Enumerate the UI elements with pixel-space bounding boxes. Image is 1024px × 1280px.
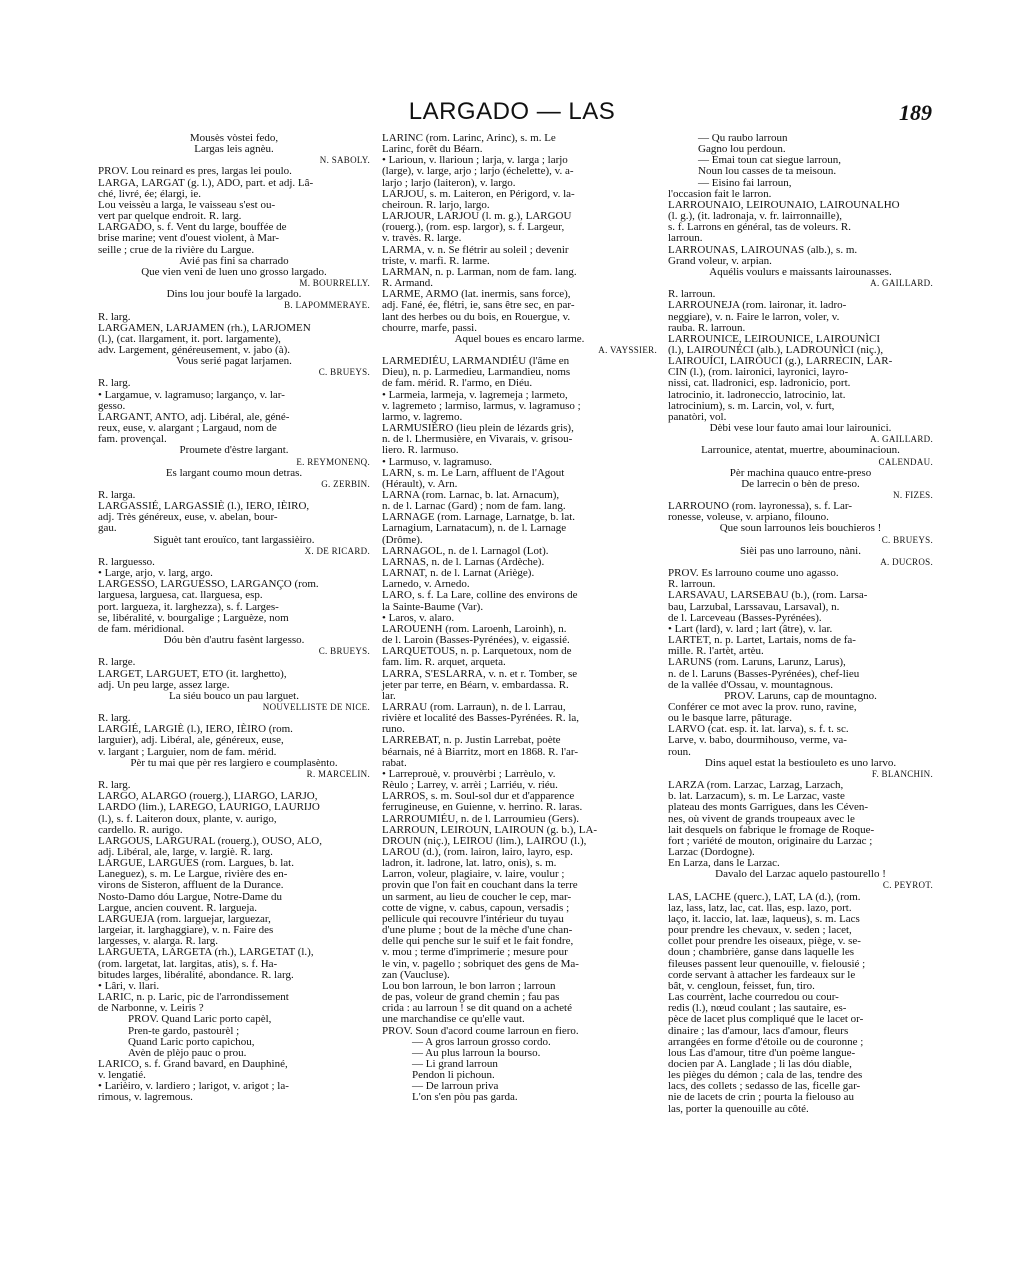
entry-line: LARROUNO (rom. layronessa), s. f. Lar- bbox=[668, 500, 852, 513]
entry-line: PROV. Es larrouno coume uno agasso. bbox=[668, 567, 839, 580]
verse-line: Avié pas fini sa charrado bbox=[179, 254, 289, 267]
entry-line: nissi, cat. lladronici, esp. ladronicio, port. bbox=[668, 377, 851, 390]
entry-line: corde servant à attacher les fardeaux sur le bbox=[668, 968, 856, 981]
entry-line: rivière et localité des Basses-Pyrénées. R. la, bbox=[382, 712, 580, 725]
verse-line: Aquel boues es encaro larme. bbox=[454, 332, 585, 345]
entry-line: larmo, v. lagremo. bbox=[382, 410, 463, 423]
entry-line: jeter par terre, en Béarn, v. embardassa. R. bbox=[382, 678, 569, 691]
entry-line: adj. Un peu large, assez large. bbox=[98, 678, 230, 691]
citation-source: X. DE RICARD. bbox=[304, 545, 370, 556]
entry-line: PROV. Lou reinard es pres, largas lei poulo. bbox=[98, 165, 292, 178]
entry-line: R. large. bbox=[98, 656, 136, 669]
entry-line: LAROUENH (rom. Laroenh, Laroinh), n. bbox=[382, 622, 567, 635]
entry-line: (l.), s. f. Laiteron doux, plante, v. aurigo, bbox=[98, 812, 277, 825]
entry-line: port. largueza, it. larghezza), s. f. Larges- bbox=[98, 600, 279, 613]
verse-line: PROV. Laruns, cap de mountagno. bbox=[724, 689, 877, 702]
verse-line: Largas leis agnèu. bbox=[194, 143, 274, 156]
verse-line: Avèn de plèjo pauc o prou. bbox=[128, 1046, 247, 1059]
entry-line: lar. bbox=[382, 689, 396, 702]
entry-line: Largue, ancien couvent. R. largueja. bbox=[98, 901, 258, 914]
entry-line: CIN (l.), (rom. laironici, layronici, layro- bbox=[668, 366, 849, 379]
verse-line: Dèbi vese lour fauto amai lour lairounici. bbox=[709, 422, 892, 435]
entry-line: gau. bbox=[98, 522, 117, 535]
citation-source: A. DUCROS. bbox=[880, 556, 933, 567]
entry-line: LARINC (rom. Larinc, Arinc), s. m. Le bbox=[382, 132, 556, 144]
entry-line: Lou veissèu a larga, le vaisseau s'est ou- bbox=[98, 198, 276, 211]
entry-line: redis (l.), nœud coulant ; las sautaire, es- bbox=[668, 1002, 847, 1015]
entry-line: LARNAGOL, n. de l. Larnagol (Lot). bbox=[382, 544, 549, 557]
verse-line: Es largant coumo moun detras. bbox=[165, 466, 303, 479]
entry-line: LARROUMIÉU, n. de l. Larroumieu (Gers). bbox=[382, 812, 580, 825]
entry-line: LARVO (cat. esp. it. lat. larva), s. f. t. sc. bbox=[668, 723, 849, 736]
entry-line: Larzac (Dordogne). bbox=[668, 846, 755, 858]
entry-line: Las courrènt, lache courredou ou cour- bbox=[668, 991, 839, 1004]
entry-line: Nosto-Damo dóu Largue, Notre-Dame du bbox=[98, 890, 282, 903]
entry-line: PROV. Soun d'acord coume larroun en fiero. bbox=[382, 1024, 579, 1037]
entry-line: (l.), (cat. llargament, it. port. largamente), bbox=[98, 332, 281, 345]
column-right bbox=[668, 133, 933, 1115]
entry-line: LARIC, n. p. Laric, pic de l'arrondissement bbox=[98, 991, 289, 1004]
entry-line: • Largamue, v. lagramuso; larganço, v. lar- bbox=[98, 388, 285, 401]
entry-line: pour prendre les chevaux, v. seden ; lacet, bbox=[668, 924, 852, 937]
entry-line: LARNAS, n. de l. Larnas (Ardèche). bbox=[382, 555, 545, 568]
entry-line: LARGA, LARGAT (g. l.), ADO, part. et adj. Lâ- bbox=[98, 176, 314, 189]
entry-line: LARICO, s. f. Grand bavard, en Dauphiné, bbox=[98, 1057, 288, 1070]
entry-line: LARMUSIÈRO (lieu plein de lézards gris), bbox=[382, 422, 574, 435]
entry-line: une marchandise ce qu'elle vaut. bbox=[382, 1013, 525, 1026]
entry-line: LARRAU (rom. Larraun), n. de l. Larrau, bbox=[382, 700, 566, 713]
verse-line: — De larroun priva bbox=[412, 1080, 499, 1093]
entry-line: LARGASSIÉ, LARGASSIÈ (l.), IERO, IÈIRO, bbox=[98, 500, 310, 513]
entry-line: LARGIÉ, LARGIÈ (l.), IERO, IÈIRO (rom. bbox=[98, 723, 293, 736]
entry-line: Conférer ce mot avec la prov. runo, ravine, bbox=[668, 700, 857, 713]
entry-line: LARGUE, LARGUES (rom. Largues, b. lat. bbox=[98, 857, 294, 870]
entry-line: pellicule qui recouvre l'intérieur du tuyau bbox=[382, 912, 564, 925]
entry-line: larguesa, larguesa, cat. llarguesa, esp. bbox=[98, 589, 263, 602]
entry-line: doun ; chambrière, ganse dans laquelle les bbox=[668, 946, 855, 959]
entry-line: LARJOUR, LARJOU (l. m. g.), LARGOU bbox=[382, 210, 572, 223]
entry-line: runo. bbox=[382, 723, 405, 736]
entry-line: béarnais, né à Biarritz, mort en 1868. R. l'ar- bbox=[382, 745, 579, 758]
entry-line: LARQUETOUS, n. p. Larquetoux, nom de bbox=[382, 645, 572, 658]
entry-line: LARNAGE (rom. Larnage, Larnatge, b. lat. bbox=[382, 511, 576, 524]
verse-line: Aquélis voulurs e maissants lairounasses. bbox=[709, 265, 892, 278]
entry-line: LARGO, ALARGO (rouerg.), LIARGO, LARJO, bbox=[98, 790, 318, 803]
entry-line: LARMEDIÉU, LARMANDIÉU (l'âme en bbox=[382, 355, 570, 368]
entry-line: collet pour prendre les oiseaux, piège, v. se- bbox=[668, 935, 861, 948]
entry-line: fort ; variété de mouton, originaire du Larzac ; bbox=[668, 834, 873, 847]
entry-line: LARMAN, n. p. Larman, nom de fam. lang. bbox=[382, 265, 577, 278]
entry-line: fam. provençal. bbox=[98, 433, 167, 446]
entry-line: (l.), LAIROUNÉCI (alb.), LADROUNÌCI (niç.), bbox=[668, 343, 884, 356]
entry-line: LARROUNICE, LEIROUNICE, LAIROUNÌCI bbox=[668, 332, 881, 345]
entry-line: provin que l'on fait en couchant dans la terre bbox=[382, 879, 578, 892]
verse-line: Que soun larrounos leis bouchieros ! bbox=[719, 522, 882, 535]
entry-line: R. larg. bbox=[98, 712, 131, 725]
entry-line: DROUN (niç.), LEIROU (lim.), LAIROU (l.), bbox=[382, 834, 587, 847]
entry-line: LARGANT, ANTO, adj. Libéral, ale, géné- bbox=[98, 410, 290, 423]
entry-line: latrocinio, it. ladroneccio, latrocinio, lat. bbox=[668, 388, 846, 401]
verse-line: PROV. Quand Laric porto capèl, bbox=[128, 1013, 272, 1026]
entry-line: Larron, voleur, plagiaire, v. laire, voulur ; bbox=[382, 868, 565, 881]
citation-source: R. MARCELIN. bbox=[306, 768, 370, 779]
verse-line: Pèr tu mai que pèr res largiero e coumplasènto. bbox=[130, 756, 338, 769]
entry-line: ché, livré, ée; élargi, ie. bbox=[98, 187, 202, 200]
citation-source: A. GAILLARD. bbox=[870, 434, 933, 445]
entry-line: un sarment, au lieu de coucher le cep, mar- bbox=[382, 890, 572, 903]
entry-line: LARTET, n. p. Lartet, Lartais, noms de fa- bbox=[668, 634, 856, 647]
entry-line: v. travès. R. large. bbox=[382, 232, 462, 245]
entry-line: nes, où vivent de grands troupeaux avec le bbox=[668, 812, 855, 825]
citation-source: B. LAPOMMERAYE. bbox=[284, 300, 370, 311]
entry-line: laz, lass, latz, lac, cat. llas, esp. lazo, port. bbox=[668, 901, 852, 914]
entry-line: ladron, it. ladrone, lat. latro, onis), s. m. bbox=[382, 857, 557, 870]
citation-source: C. BRUEYS. bbox=[318, 646, 370, 657]
entry-line: neggiare), v. n. Faire le larron, voler, v. bbox=[668, 310, 840, 323]
entry-line: • Large, arjo, v. larg, argo. bbox=[98, 567, 213, 580]
entry-line: R. larroun. bbox=[668, 288, 716, 301]
entry-line: LARMA, v. n. Se flétrir au soleil ; devenir bbox=[382, 243, 569, 256]
entry-line: adj. Très généreux, euse, v. abelan, bour- bbox=[98, 511, 278, 524]
entry-line: laço, it. laccio, lat. laæ, laqueus), s. m. Lacs bbox=[668, 912, 860, 925]
entry-line: delle qui penche sur le suif et le fait fondre, bbox=[382, 935, 574, 948]
entry-line: de l. Larceveau (Basses-Pyrénées). bbox=[668, 611, 822, 624]
entry-line: adj. Libéral, ale, large, v. largiè. R. larg. bbox=[98, 846, 273, 858]
entry-line: LARGESSO, LARGUESSO, LARGANÇO (rom. bbox=[98, 578, 319, 591]
citation-source: N. FIZES. bbox=[893, 490, 933, 500]
entry-line: Laneguez), s. m. Le Largue, rivière des en- bbox=[98, 868, 288, 881]
verse-line: Dóu bèn d'autru fasènt largesso. bbox=[163, 634, 305, 647]
entry-line: rauba. R. larroun. bbox=[668, 321, 746, 334]
entry-line: R. larg. bbox=[98, 779, 131, 792]
entry-line: Larnedo, v. Arnedo. bbox=[382, 578, 470, 591]
page-number: 189 bbox=[899, 100, 932, 125]
entry-line: plateau des monts Garrigues, dans les Céven- bbox=[668, 801, 869, 814]
entry-line: v. lagremeto ; larmiso, larmus, v. lagramuso ; bbox=[382, 399, 581, 412]
entry-line: de Narbonne, v. Leiris ? bbox=[98, 1002, 204, 1015]
entry-line: adv. Largement, généreusement, v. jabo (à). bbox=[98, 343, 291, 356]
entry-line: brise marine; vent d'ouest violent, à Mar- bbox=[98, 232, 280, 245]
entry-line: LARROS, s. m. Soul-sol dur et d'apparence bbox=[382, 790, 575, 803]
entry-line: LARROUNAS, LAIROUNAS (alb.), s. m. bbox=[668, 243, 858, 256]
entry-line: la Sainte-Baume (Var). bbox=[382, 600, 484, 613]
entry-line: v. largant ; Larguier, nom de fam. mérid. bbox=[98, 745, 277, 758]
verse-line: Dins aquel estat la bestiouleto es uno larvo. bbox=[704, 756, 897, 769]
entry-line: LARGET, LARGUET, ETO (it. larghetto), bbox=[98, 667, 287, 680]
verse-line: — A gros larroun grosso cordo. bbox=[412, 1035, 551, 1048]
entry-line: cheiroun. R. larjo, largo. bbox=[382, 198, 490, 211]
entry-line: mille. R. l'artèt, artèu. bbox=[668, 645, 764, 658]
entry-line: latrocinium), s. m. Larcin, vol, v. furt, bbox=[668, 399, 835, 412]
entry-line: larguier), adj. Libéral, ale, généreux, euse, bbox=[98, 734, 284, 747]
entry-line: LARSAVAU, LARSEBAU (b.), (rom. Larsa- bbox=[668, 589, 868, 602]
entry-line: • Larmeia, larmeja, v. lagremeja ; larmeto, bbox=[382, 388, 568, 401]
verse-line: — Au plus larroun la bourso. bbox=[412, 1046, 541, 1059]
citation-source: A. VAYSSIER. bbox=[598, 344, 657, 355]
entry-line: lait desquels on fabrique le fromage de Roque- bbox=[668, 823, 875, 836]
entry-line: LARNA (rom. Larnac, b. lat. Arnacum), bbox=[382, 489, 560, 501]
entry-line: (rom. largetat, lat. largitas, atis), s. f. Ha- bbox=[98, 957, 278, 970]
entry-line: LARROUNEJA (rom. laironar, it. ladro- bbox=[668, 299, 847, 312]
entry-line: largeiar, it. larghaggiare), v. n. Faire des bbox=[98, 924, 274, 937]
entry-line: las, porter la quenouille au côté. bbox=[668, 1102, 809, 1115]
entry-line: LARGUETA, LARGETA (rh.), LARGETAT (l.), bbox=[98, 946, 314, 959]
verse-line: — Li grand larroun bbox=[412, 1057, 498, 1070]
entry-line: • Larioun, v. llarioun ; larja, v. larga ; larjo bbox=[382, 154, 568, 167]
entry-line: Larve, v. babo, dourmihouso, verme, va- bbox=[668, 734, 847, 747]
entry-line: n. de l. Lhermusière, en Vivarais, v. grisou- bbox=[382, 433, 573, 446]
entry-line: v. mou ; terme d'imprimerie ; mesure pour bbox=[382, 946, 568, 959]
verse-line: L'on s'en pòu pas garda. bbox=[412, 1091, 518, 1104]
entry-line: larjo ; larjo (laiteron), v. largo. bbox=[382, 176, 516, 189]
entry-line: LARROUNAIO, LEIROUNAIO, LAIROUNALHO bbox=[668, 198, 900, 211]
verse-line: Pendon li pichoun. bbox=[412, 1069, 495, 1082]
entry-line: R. larg. bbox=[98, 310, 131, 323]
page-header bbox=[0, 98, 1024, 128]
entry-line: (l. g.), (it. ladronaja, v. fr. lairronnaille), bbox=[668, 210, 843, 223]
entry-line: LARJOU, s. m. Laiteron, en Périgord, v. la- bbox=[382, 187, 575, 200]
entry-line: LARO, s. f. La Lare, colline des environs de bbox=[382, 589, 578, 602]
entry-line: vert par quelque endroit. R. larg. bbox=[98, 210, 242, 223]
verse-line: La siéu bouco un pau larguet. bbox=[169, 689, 299, 702]
verse-line: — Eisino fai larroun, bbox=[698, 176, 792, 189]
citation-source: M. BOURRELLY. bbox=[299, 278, 370, 289]
entry-line: ferrugineuse, en Guienne, v. herrino. R. laras. bbox=[382, 801, 583, 814]
citation-source: CALENDAU. bbox=[878, 456, 933, 467]
column-middle bbox=[382, 133, 657, 1104]
entry-line: • Larmuso, v. lagramuso. bbox=[382, 455, 493, 468]
entry-line: reux, euse, v. alargant ; Largaud, nom de bbox=[98, 422, 277, 435]
running-title: LARGADO — LAS bbox=[408, 98, 616, 125]
entry-line: cardello. R. aurigo. bbox=[98, 823, 183, 836]
entry-line: fam. lim. R. arquet, arqueta. bbox=[382, 656, 506, 669]
entry-line: virons de Sisteron, affluent de la Durance. bbox=[98, 879, 284, 892]
entry-line: de fam. mérid. R. l'armo, en Diéu. bbox=[382, 377, 533, 390]
verse-line: Quand Laric porto capichou, bbox=[128, 1035, 255, 1048]
entry-line: R. Armand. bbox=[382, 277, 434, 290]
entry-line: liero. R. larmuso. bbox=[382, 444, 459, 457]
verse-line: Pèr machina quauco entre-preso bbox=[729, 466, 872, 479]
verse-line: Sièi pas uno larrouno, nàni. bbox=[740, 544, 861, 557]
citation-source: G. ZERBIN. bbox=[321, 478, 370, 489]
entry-line: • Lart (lard), v. lard ; lart (âtre), v. lar. bbox=[668, 622, 833, 635]
entry-line: les pièges du démon ; cala de las, tendre des bbox=[668, 1069, 863, 1082]
entry-line: LARREBAT, n. p. Justin Larrebat, poète bbox=[382, 734, 561, 747]
verse-line: Siguèt tant erouïco, tant largassièiro. bbox=[153, 533, 315, 546]
entry-line: n. de l. Laruns (Basses-Pyrénées), chef-lieu bbox=[668, 667, 860, 680]
entry-line: (large), v. large, arjo ; larjo (échelette), v. a- bbox=[382, 165, 574, 178]
verse-line: Pren-te gardo, pastourèl ; bbox=[128, 1024, 240, 1037]
entry-line: largesses, v. alarga. R. larg. bbox=[98, 935, 218, 948]
verse-line: — Emai toun cat siegue larroun, bbox=[698, 154, 841, 167]
entry-line: bau, Larzubal, Larssavau, Larsaval), n. bbox=[668, 600, 840, 613]
entry-line: LARGOUS, LARGURAL (rouerg.), OUSO, ALO, bbox=[98, 834, 322, 847]
entry-line: le vin, v. pagello ; sobriquet des gens de Ma- bbox=[382, 957, 579, 970]
entry-line: Larnagium, Larnatacum), n. de l. Larnage bbox=[382, 522, 567, 535]
citation-source: C. BRUEYS. bbox=[881, 534, 933, 545]
entry-line: lant des herbes ou du bois, en Rouergue, v. bbox=[382, 310, 571, 323]
entry-line: • Larreprouè, v. prouvèrbi ; Larrèulo, v. bbox=[382, 767, 556, 780]
entry-line: de fam. méridional. bbox=[98, 622, 185, 635]
entry-line: de la vallée d'Ossau, v. mountagnous. bbox=[668, 678, 834, 691]
entry-line: de l. Laroin (Basses-Pyrénées), v. eigassié. bbox=[382, 634, 570, 647]
entry-line: chourre, marfe, passi. bbox=[382, 321, 477, 334]
entry-line: roun. bbox=[668, 745, 691, 758]
entry-line: LAIROUÍCI, LAIRÓUCI (g.), LARRECIN, LAR- bbox=[668, 355, 893, 368]
entry-line: rimous, v. lagremous. bbox=[98, 1091, 193, 1104]
entry-line: LARUNS (rom. Laruns, Larunz, Larus), bbox=[668, 656, 846, 669]
verse-line: Larrounice, atentat, muertre, abouminacioun. bbox=[701, 444, 900, 457]
entry-line: ronesse, voleuse, v. arpiano, filouno. bbox=[668, 511, 829, 524]
entry-line: crida : au larroun ! se dit quand on a acheté bbox=[382, 1002, 572, 1015]
entry-line: Rèulo ; Larrey, v. arrèi ; Larriéu, v. riéu. bbox=[382, 779, 558, 792]
verse-line: Que vien veni de luen uno grosso largado. bbox=[141, 265, 327, 278]
entry-line: LARDO (lim.), LAREGO, LAURIGO, LAURIJO bbox=[98, 801, 320, 814]
entry-line: LARGADO, s. f. Vent du large, bouffée de bbox=[98, 221, 287, 234]
entry-line: LARROUN, LEIROUN, LAIROUN (g. b.), LA- bbox=[382, 823, 598, 836]
entry-line: LAS, LACHE (querc.), LAT, LA (d.), (rom. bbox=[668, 890, 861, 903]
verse-line: Proumete d'èstre largant. bbox=[179, 444, 289, 457]
entry-line: R. larroun. bbox=[668, 578, 716, 591]
entry-line: dinaire ; las d'amour, lacs d'amour, fleurs bbox=[668, 1024, 849, 1037]
entry-line: LARGUEJA (rom. larguejar, larguezar, bbox=[98, 912, 271, 925]
verse-line: Davalo del Larzac aquelo pastourello ! bbox=[715, 868, 886, 881]
entry-line: LARME, ARMO (lat. inermis, sans force), bbox=[382, 288, 571, 301]
citation-source: NOUVELLISTE DE NICE. bbox=[262, 701, 370, 712]
entry-line: • Larièiro, v. lardiero ; larigot, v. arigot ; la- bbox=[98, 1080, 289, 1093]
entry-line: LARRA, S'ESLARRA, v. n. et r. Tomber, se bbox=[382, 667, 578, 680]
entry-line: docien par A. Langlade ; li las dóu diable, bbox=[668, 1057, 852, 1070]
entry-line: panatòri, vol. bbox=[668, 410, 727, 423]
entry-line: (Drôme). bbox=[382, 533, 423, 546]
entry-line: LARZA (rom. Larzac, Larzag, Larzach, bbox=[668, 779, 844, 792]
entry-line: seille ; crue de la rivière du Largue. bbox=[98, 243, 255, 256]
verse-line: Noun lou casses de ta meisoun. bbox=[698, 165, 837, 178]
entry-line: b. lat. Larzacum), s. m. Le Larzac, vaste bbox=[668, 790, 845, 803]
verse-line: Vous serié pagat larjamen. bbox=[176, 355, 292, 368]
entry-line: v. lengatié. bbox=[98, 1069, 146, 1082]
citation-source: F. BLANCHIN. bbox=[871, 768, 933, 779]
verse-line: De larrecin o bèn de preso. bbox=[741, 477, 860, 490]
verse-line: Dins lou jour boufè la largado. bbox=[166, 288, 302, 301]
entry-line: Larinc, forêt du Béarn. bbox=[382, 143, 483, 156]
entry-line: LARNAT, n. de l. Larnat (Ariège). bbox=[382, 567, 535, 580]
entry-line: lous Las d'amour, titre d'un poème langue- bbox=[668, 1046, 856, 1059]
verse-line: Mousès vòstei fedo, bbox=[189, 132, 279, 144]
entry-line: (Hérault), v. Arn. bbox=[382, 477, 458, 490]
verse-line: Gagno lou perdoun. bbox=[698, 143, 786, 156]
verse-line: — Qu raubo larroun bbox=[698, 132, 788, 144]
entry-line: triste, v. marfi. R. larme. bbox=[382, 254, 490, 267]
entry-line: LARGAMEN, LARJAMEN (rh.), LARJOMEN bbox=[98, 321, 311, 334]
column-left bbox=[98, 133, 370, 1104]
entry-line: cotte de vigne, v. cabus, capoun, versadis ; bbox=[382, 901, 570, 914]
entry-line: • Laros, v. alaro. bbox=[382, 611, 455, 624]
entry-line: nie de lacets de crin ; pourta la fielouso au bbox=[668, 1091, 855, 1104]
citation-source: A. GAILLARD. bbox=[870, 278, 933, 289]
entry-line: gesso. bbox=[98, 399, 126, 412]
entry-line: d'une plume ; bout de la mèche d'une chan- bbox=[382, 924, 573, 937]
entry-line: bât, v. cengloun, feisset, fun, tiro. bbox=[668, 979, 815, 992]
entry-line: lacs, des collets ; sedasso de las, ficelle gar- bbox=[668, 1080, 861, 1093]
entry-line: rabat. bbox=[382, 756, 407, 769]
entry-line: • Lâri, v. llari. bbox=[98, 979, 160, 992]
entry-line: Grand voleur, v. arpian. bbox=[668, 254, 772, 267]
entry-line: ou le basque larre, pâturage. bbox=[668, 712, 792, 725]
entry-line: se, libéralité, v. bourgalige ; Larguèze, nom bbox=[98, 611, 289, 624]
citation-source: E. REYMONENQ. bbox=[296, 456, 370, 467]
entry-line: zan (Vaucluse). bbox=[382, 968, 450, 981]
entry-line: LAROU (d.), (rom. lairon, lairo, layro, esp. bbox=[382, 846, 573, 858]
entry-line: LARN, s. m. Le Larn, affluent de l'Agout bbox=[382, 466, 565, 479]
entry-line: R. larguesso. bbox=[98, 555, 155, 568]
citation-source: N. SABOLY. bbox=[319, 155, 370, 166]
entry-line: R. larg. bbox=[98, 377, 131, 390]
entry-line: larroun. bbox=[668, 232, 703, 245]
entry-line: pèce de lacet plus compliqué que le lacet or- bbox=[668, 1013, 864, 1026]
entry-line: adj. Fané, ée, flétri, ie, sans être sec, en par- bbox=[382, 299, 575, 312]
citation-source: C. PEYROT. bbox=[882, 880, 933, 891]
entry-line: de pas, voleur de grand chemin ; fau pas bbox=[382, 991, 560, 1004]
entry-line: l'occasion fait le larron. bbox=[668, 187, 772, 200]
citation-source: C. BRUEYS. bbox=[318, 367, 370, 378]
entry-line: Lou bon larroun, le bon larron ; larroun bbox=[382, 979, 556, 992]
entry-line: En Larza, dans le Larzac. bbox=[668, 857, 780, 870]
entry-line: s. f. Larrons en général, tas de voleurs. R. bbox=[668, 221, 851, 234]
entry-line: Dieu), n. p. Larmedieu, Larmandieu, noms bbox=[382, 366, 571, 379]
entry-line: n. de l. Larnac (Gard) ; nom de fam. lang. bbox=[382, 500, 566, 513]
entry-line: bitudes larges, libéralité, abondance. R. larg. bbox=[98, 968, 294, 981]
entry-line: (rouerg.), (rom. esp. largor), s. f. Largeur, bbox=[382, 221, 565, 234]
entry-line: fileuses passent leur quenouille, v. fielousié ; bbox=[668, 957, 866, 970]
entry-line: arrangées en forme d'étoile ou de couronne ; bbox=[668, 1035, 864, 1048]
entry-line: R. larga. bbox=[98, 489, 136, 501]
